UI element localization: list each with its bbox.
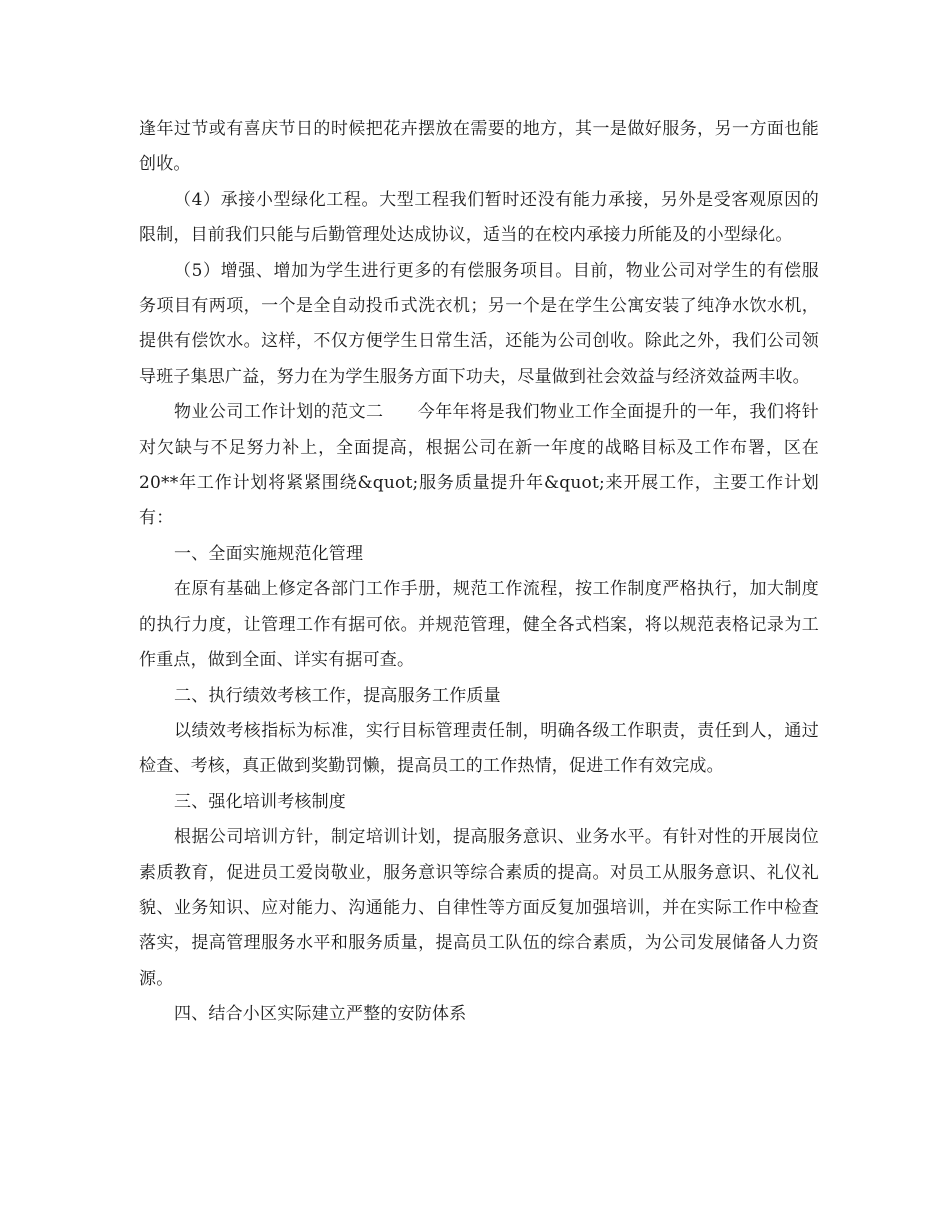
document-body bbox=[139, 112, 819, 1033]
paragraph-training-system: 根据公司培训方针，制定培训计划，提高服务意识、业务水平。有针对性的开展岗位素质教育，促进员工爱岗敬业，服务意识等综合素质的提高。对员工从服务意识、礼仪礼貌、业务知识、应对能力、沟通能力、自律性等方面反复加强培训，并在实际工作中检查落实，提高管理服务水平和服务质量，提高员工队伍的综合素质，为公司发展储备人力资源。 bbox=[139, 827, 819, 989]
heading-standardized-management: 一、全面实施规范化管理 bbox=[174, 543, 364, 564]
heading-training-system: 三、强化培训考核制度 bbox=[174, 791, 346, 812]
paragraph-flowers-continued: 逢年过节或有喜庆节日的时候把花卉摆放在需要的地方，其一是做好服务，另一方面也能创收。 bbox=[139, 119, 819, 175]
paragraph-paid-services: （5）增强、增加为学生进行更多的有偿服务项目。目前，物业公司对学生的有偿服务项目有两项，一个是全自动投币式洗衣机；另一个是在学生公寓安装了纯净水饮水机，提供有偿饮水。这样，不仅方便学生日常生活，还能为公司创收。除此之外，我们公司领导班子集思广益，努力在为学生服务方面下功夫，尽量做到社会效益与经济效益两丰收。 bbox=[139, 260, 819, 387]
paragraph-sample-two bbox=[139, 395, 819, 537]
heading-performance-assessment: 二、执行绩效考核工作，提高服务工作质量 bbox=[174, 685, 501, 706]
sample-two-title: 物业公司工作计划的范文二 bbox=[174, 402, 384, 423]
sample-two-intro: 今年年将是我们物业工作全面提升的一年，我们将针对欠缺与不足努力补上，全面提高，根据公司在新一年度的战略目标及工作布署，区在20**年工作计划将紧紧围绕&quot;服务质量提升年&quot;来开展工作，主要工作计划有： bbox=[139, 402, 819, 529]
paragraph-performance-assessment: 以绩效考核指标为标准，实行目标管理责任制，明确各级工作职责，责任到人，通过检查、考核，真正做到奖勤罚懒，提高员工的工作热情，促进工作有效完成。 bbox=[139, 720, 819, 777]
paragraph-greening-projects: （4）承接小型绿化工程。大型工程我们暂时还没有能力承接，另外是受客观原因的限制，目前我们只能与后勤管理处达成协议，适当的在校内承接力所能及的小型绿化。 bbox=[139, 189, 819, 246]
heading-security-system: 四、结合小区实际建立严整的安防体系 bbox=[174, 1004, 467, 1025]
paragraph-standardized-management: 在原有基础上修定各部门工作手册，规范工作流程，按工作制度严格执行，加大制度的执行力度，让管理工作有据可依。并规范管理，健全各式档案，将以规范表格记录为工作重点，做到全面、详实有据可查。 bbox=[139, 579, 819, 671]
